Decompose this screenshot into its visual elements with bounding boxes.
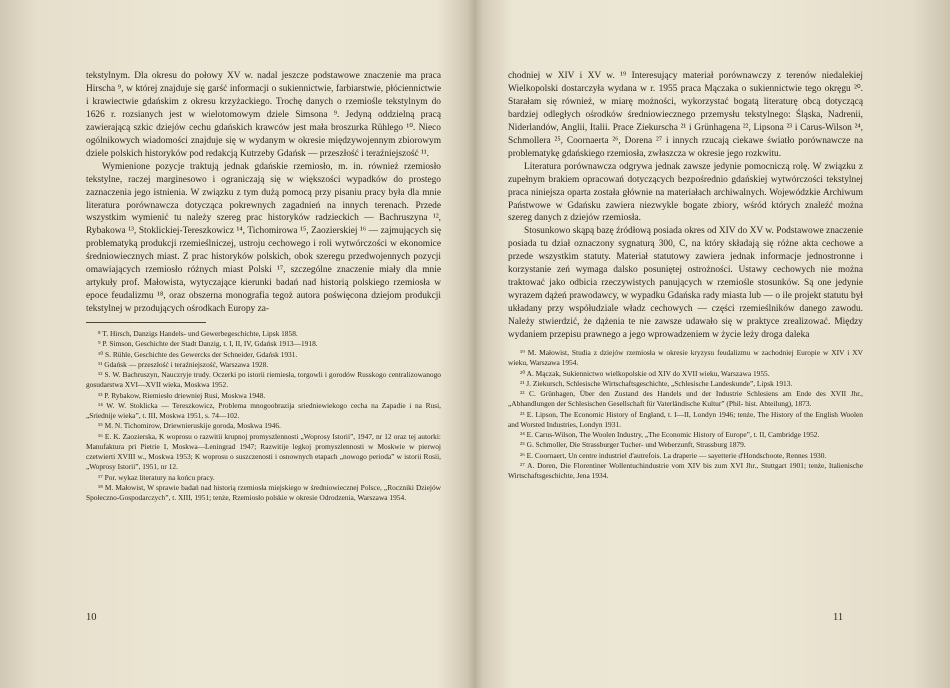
left-footnotes (86, 329, 441, 503)
left-paragraph-1: tekstylnym. Dla okresu do połowy XV w. nadal jeszcze podstawowe znaczenie ma praca Hirscha ⁹, w której znajduje się garść informacji o sukiennictwie, farbiarstwie, płóciennictwie i krawiectwie gdańskim z okresu krzyżackiego. Trochę danych o rzemiośle tekstylnym do 1626 r. rozsianych jest w wielotomowym dziele Simsona ⁹. Jedyną oddzielną pracą zawierającą szkic dziejów cechu gdańskich krawców jest mała broszurka Rühlego ¹⁰. Nieco ogólnikowych wiadomości znajduje się w wydanym w okresie międzywojennym zbiorowym dziele polskich historyków pod redakcją Kutrzeby Gdańsk — przeszłość i teraźniejszość ¹¹. (86, 71, 441, 159)
footnote-21: ²¹ J. Ziekursch, Schlesische Wirtschaftsgeschichte, „Schlesische Landeskunde”, Lipsk 1913. (520, 378, 793, 388)
footnote-8: ⁸ T. Hirsch, Danzigs Handels- und Gewerbegeschichte, Lipsk 1858. (98, 329, 298, 339)
footnote-24: ²⁴ E. Carus-Wilson, The Woolen Industry, „The Economic History of Europe”, t. II, Cambridge 1952. (520, 430, 820, 440)
footnote-divider (86, 322, 206, 323)
footnote-19: ¹⁹ M. Małowist, Studia z dziejów rzemiosła w okresie kryzysu feudalizmu w zachodniej Europie w XIV i XV wieku, Warszawa 1954. (508, 348, 863, 368)
page-number-left: 10 (86, 612, 97, 623)
footnote-22: ²² C. Grünhagen, Über den Zustand des Handels und der Industrie Schlesiens am Ende des XVII Jhr., „Abhandlungen der Schlesischen Gesellschaft für Vaterländische Kultur” (Phil- hist. Abteilung), 1873. (508, 389, 863, 409)
footnote-23: ²³ E. Lipson, The Economic History of England, t. I—II, Londyn 1946; tenże, The History of the English Woolen and Worsted Industries, Londyn 1931. (508, 409, 863, 429)
footnote-15: ¹⁵ M. N. Tichomirow, Driewnieruskije goroda, Moskwa 1946. (98, 421, 281, 431)
right-footnotes (508, 348, 863, 481)
left-body-text (86, 70, 441, 316)
footnote-18: ¹⁸ M. Małowist, W sprawie badań nad historią rzemiosła miejskiego w średniowiecznej Polsce, „Roczniki Dziejów Społeczno-Gospodarczych”, t. XIII, 1951; tenże, Rzemiosło polskie w okresie Odrodzenia, Warszawa 1954. (86, 482, 441, 503)
footnote-10: ¹⁰ S. Rühle, Geschichte des Gewercks der Schneider, Gdańsk 1931. (98, 349, 298, 359)
footnote-20: ²⁰ A. Mączak, Sukiennictwo wielkopolskie od XIV do XVII wieku, Warszawa 1955. (520, 368, 770, 378)
footnote-13: ¹³ P. Rybakow, Riemiesło driewniej Rusi, Moskwa 1948. (98, 390, 266, 400)
footnote-12: ¹² S. W. Bachruszyn, Nauczryje trudy. Oczerki po istorii riemiesła, torgowli i gorodów Russkogo centralizowanogo gosudarstwa XVI—XVII wieka, Moskwa 1952. (86, 370, 441, 390)
right-paragraph-1: chodniej w XIV i XV w. ¹⁹ Interesujący materiał porównawczy z terenów niedalekiej Wielkopolski dostarczyła wydana w r. 1955 praca Mączaka o sukiennictwie tego okręgu ²⁰. Starałam się również, w miarę możności, wykorzystać bogatą literaturę obcą dotyczącą bardziej odległych ośrodków średniowiecznego przemysłu tekstylnego: Śląska, Nadrenii, Niderlandów, Anglii, Italii. Prace Ziekurscha ²¹ i Grünhagena ²², Lipsona ²³ i Carus-Wilson ²⁴, Schmollera ²⁵, Coornaerta ²⁶, Dorena ²⁷ i innych rzucają ciekawe światło porównawcze na problematykę gdańskiego rzemiosła, zwłaszcza w okresie jego rozkwitu. (508, 71, 863, 159)
right-paragraph-2: Literatura porównawcza odgrywa jednak zawsze jedynie pomocniczą rolę. W związku z zupełnym brakiem opracowań dotyczących bezpośrednio gdańskiej wytwórczości tekstylnej praca niniejsza oparta została głównie na materiałach archiwalnych. Wojewódzkie Archiwum Państwowe w Gdańsku zawiera niezwykle bogate zbiory, wśród których znaleźć można szereg danych z dziejów rzemiosła. (508, 161, 863, 224)
footnote-27: ²⁷ A. Doren, Die Florentiner Wollentuchindustrie vom XIV bis zum XVI Jhr., Stuttgart 1901; tenże, Italienische Wirtschaftsgeschichte, Jena 1934. (508, 460, 863, 481)
footnote-14: ¹⁴ W. W. Stoklicka — Tereszkowicz, Problema mnogoobrazija sriedniewiekogo cecha na Zapadie i na Rusi, „Sriednije wieka”, t. III, Moskwa 1951, s. 74—102. (86, 400, 441, 421)
footnote-25: ²⁵ G. Schmoller, Die Strassburger Tucher- und Weberzunft, Strassburg 1879. (520, 440, 746, 450)
right-body-text (508, 70, 863, 342)
footnote-9: ⁹ P. Simson, Geschichte der Stadt Danzig, t. I, II, IV, Gdańsk 1913—1918. (98, 339, 318, 349)
footnote-26: ²⁶ E. Coornaert, Un centre industriel d'autrefois. La draperie — sayetterie d'Hondschoote, Rennes 1930. (520, 450, 827, 460)
left-paragraph-2: Wymienione pozycje traktują jednak gdańskie rzemiosło, m. in. również rzemiosło tekstylne, raczej marginesowo i ograniczają się w większości wypadków do prostego zaznaczenia jego istnienia. W związku z tym dużą pomocą przy pisaniu pracy była dla mnie literatura porównawcza dotycząca pokrewnych zagadnień na innych terenach. Przede wszystkim wymienić tu należy szereg prac historyków radzieckich — Bachruszyna ¹², Rybakowa ¹³, Stoklickiej-Tereszkowicz ¹⁴, Tichomirowa ¹⁵, Zaozierskiej ¹⁶ — zajmujących się problematyką produkcji rzemieślniczej, ustroju cechowego i roli wytwórczości w ekonomice średniowiecznych miast. Z prac historyków polskich, obok szeregu przedwojennych pozycji omawiających rzemiosło różnych miast Polski ¹⁷, szczególne znaczenie miały dla mnie artykuły prof. Małowista, wytyczające kierunki badań nad historią polskiego rzemiosła w epoce feudalizmu ¹⁸, oraz obszerna monografia tegoż autora poświęcona dziejom produkcji tekstylnej w przodujących ośrodkach Europy za- (86, 161, 441, 315)
footnote-17: ¹⁷ Por. wykaz literatury na końcu pracy. (98, 472, 215, 482)
left-page (86, 70, 441, 503)
footnote-16: ¹⁶ E. K. Zaozierska, K woprosu o razwitii krupnoj promyszlennosti „Woprosy Istorii”, 1947, nr 12 oraz tej autorki: Manufaktura pri Pietrie I, Moskwa—Leningrad 1947; Razwitije legkoj promyszlennosti w Moskwie w pierwoj czetwierti XVIII w., Moskwa 1953; K woprosu o suszczenosti i osnownych etapach „nowogo perioda” w istorii Rosii, „Woprosy Istorii”, 1951, nr 12. (86, 431, 441, 472)
footnote-11: ¹¹ Gdańsk — przeszłość i teraźniejszość, Warszawa 1928. (98, 359, 269, 369)
page-number-right: 11 (833, 612, 844, 623)
right-paragraph-3: Stosunkowo skąpą bazę źródłową posiada okres od XIV do XV w. Podstawowe znaczenie posiada tu dział oznaczony sygnaturą 300, C, na który składają się różne akta cechowe a przede wszystkim statuty. Materiał statutowy zawiera jednak informacje jednostronne i korzystanie zeń wymaga dalsko posuniętej ostrożności. Ustawy cechowych nie można traktować jako odbicia rzeczywistych panujących w rzemiośle stosunków. Są one jedynie wyrazem dążeń prawodawcy, w wypadku Gdańska rady miasta lub — o ile projekt statutu był układany przy współudziale władz cechowych — części rzemieślników danego zawodu. Należy stwierdzić, że dążenia te nie zawsze udawało się w praktyce zrealizować. Między wydaniem przepisu prawnego a jego wprowadzeniem w życie leży droga daleka (508, 226, 863, 341)
right-page (508, 70, 863, 481)
